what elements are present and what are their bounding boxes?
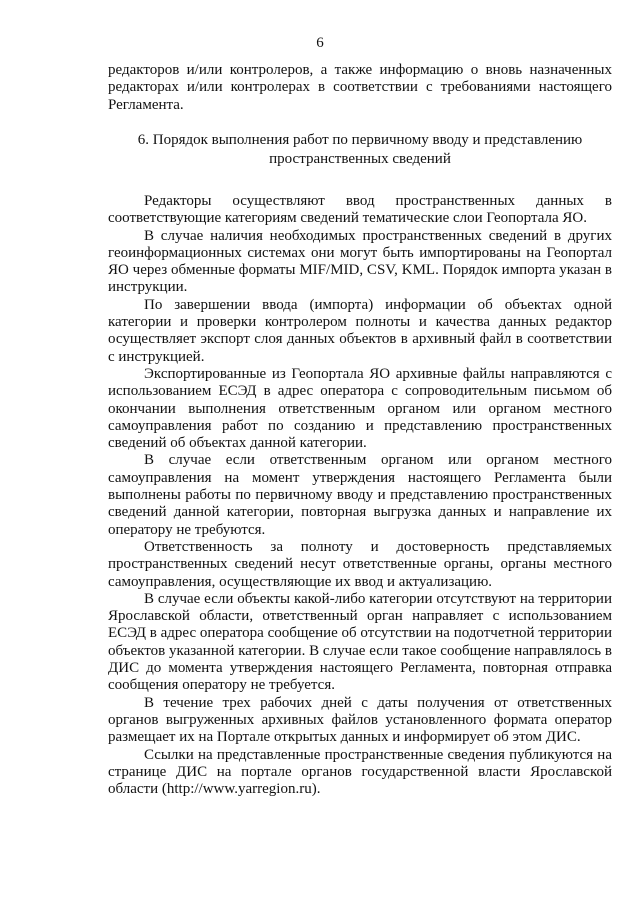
paragraph: По завершении ввода (импорта) информации об объектах одной категории и проверки контролером полноты и качества данных редактор осуществляет экспорт слоя данных объектов в архивный файл в соответствии с инструкцией. (108, 296, 612, 365)
paragraph: Ответственность за полноту и достоверность представляемых пространственных сведений несут ответственные органы, органы местного самоуправления, осуществляющие их ввод и актуализацию. (108, 538, 612, 590)
page-number: 6 (316, 35, 324, 51)
paragraph: В случае если объекты какой-либо категории отсутствуют на территории Ярославской области, ответственный орган направляет с использованием ЕСЭД в адрес оператора сообщение об отсутствии на подотчетной территории объектов указанной категории. В случае если такое сообщение направлялось в ДИС до момента утверждения настоящего Регламента, повторная отправка сообщения оператору не требуется. (108, 590, 612, 694)
paragraph: Экспортированные из Геопортала ЯО архивные файлы направляются с использованием ЕСЭД в адрес оператора с сопроводительным письмом об окончании выполнения ответственным органом или органом местного самоуправления работ по созданию и представлению пространственных сведений об объектах данной категории. (108, 365, 612, 452)
intro-paragraph: редакторов и/или контролеров, а также информацию о вновь назначенных редакторах и/или контролерах в соответствии с требованиями настоящего Регламента. (108, 62, 612, 113)
paragraph: В течение трех рабочих дней с даты получения от ответственных органов выгруженных архивных файлов установленного формата оператор размещает их на Портале открытых данных и информирует об этом ДИС. (108, 694, 612, 746)
paragraph: В случае наличия необходимых пространственных сведений в других геоинформационных системах они могут быть импортированы на Геопортал ЯО через обменные форматы MIF/MID, CSV, KML. Порядок импорта указан в инструкции. (108, 227, 612, 296)
paragraph: В случае если ответственным органом или органом местного самоуправления на момент утверждения настоящего Регламента были выполнены работы по первичному вводу и представлению пространственных сведений данной категории, повторная выгрузка данных и направление их оператору не требуются. (108, 452, 612, 538)
section-title-line-2: пространственных сведений (269, 151, 451, 167)
paragraph: Редакторы осуществляют ввод пространственных данных в соответствующие категориям сведений тематические слои Геопортала ЯО. (108, 193, 612, 227)
intro-text-block (108, 62, 612, 114)
section-body (108, 193, 612, 798)
section-title-line-1: 6. Порядок выполнения работ по первичному вводу и представлению (137, 132, 583, 148)
section-heading (108, 131, 612, 169)
paragraph: Ссылки на представленные пространственные сведения публикуются на странице ДИС на портале органов государственной власти Ярославской области (http://www.yarregion.ru). (108, 746, 612, 798)
